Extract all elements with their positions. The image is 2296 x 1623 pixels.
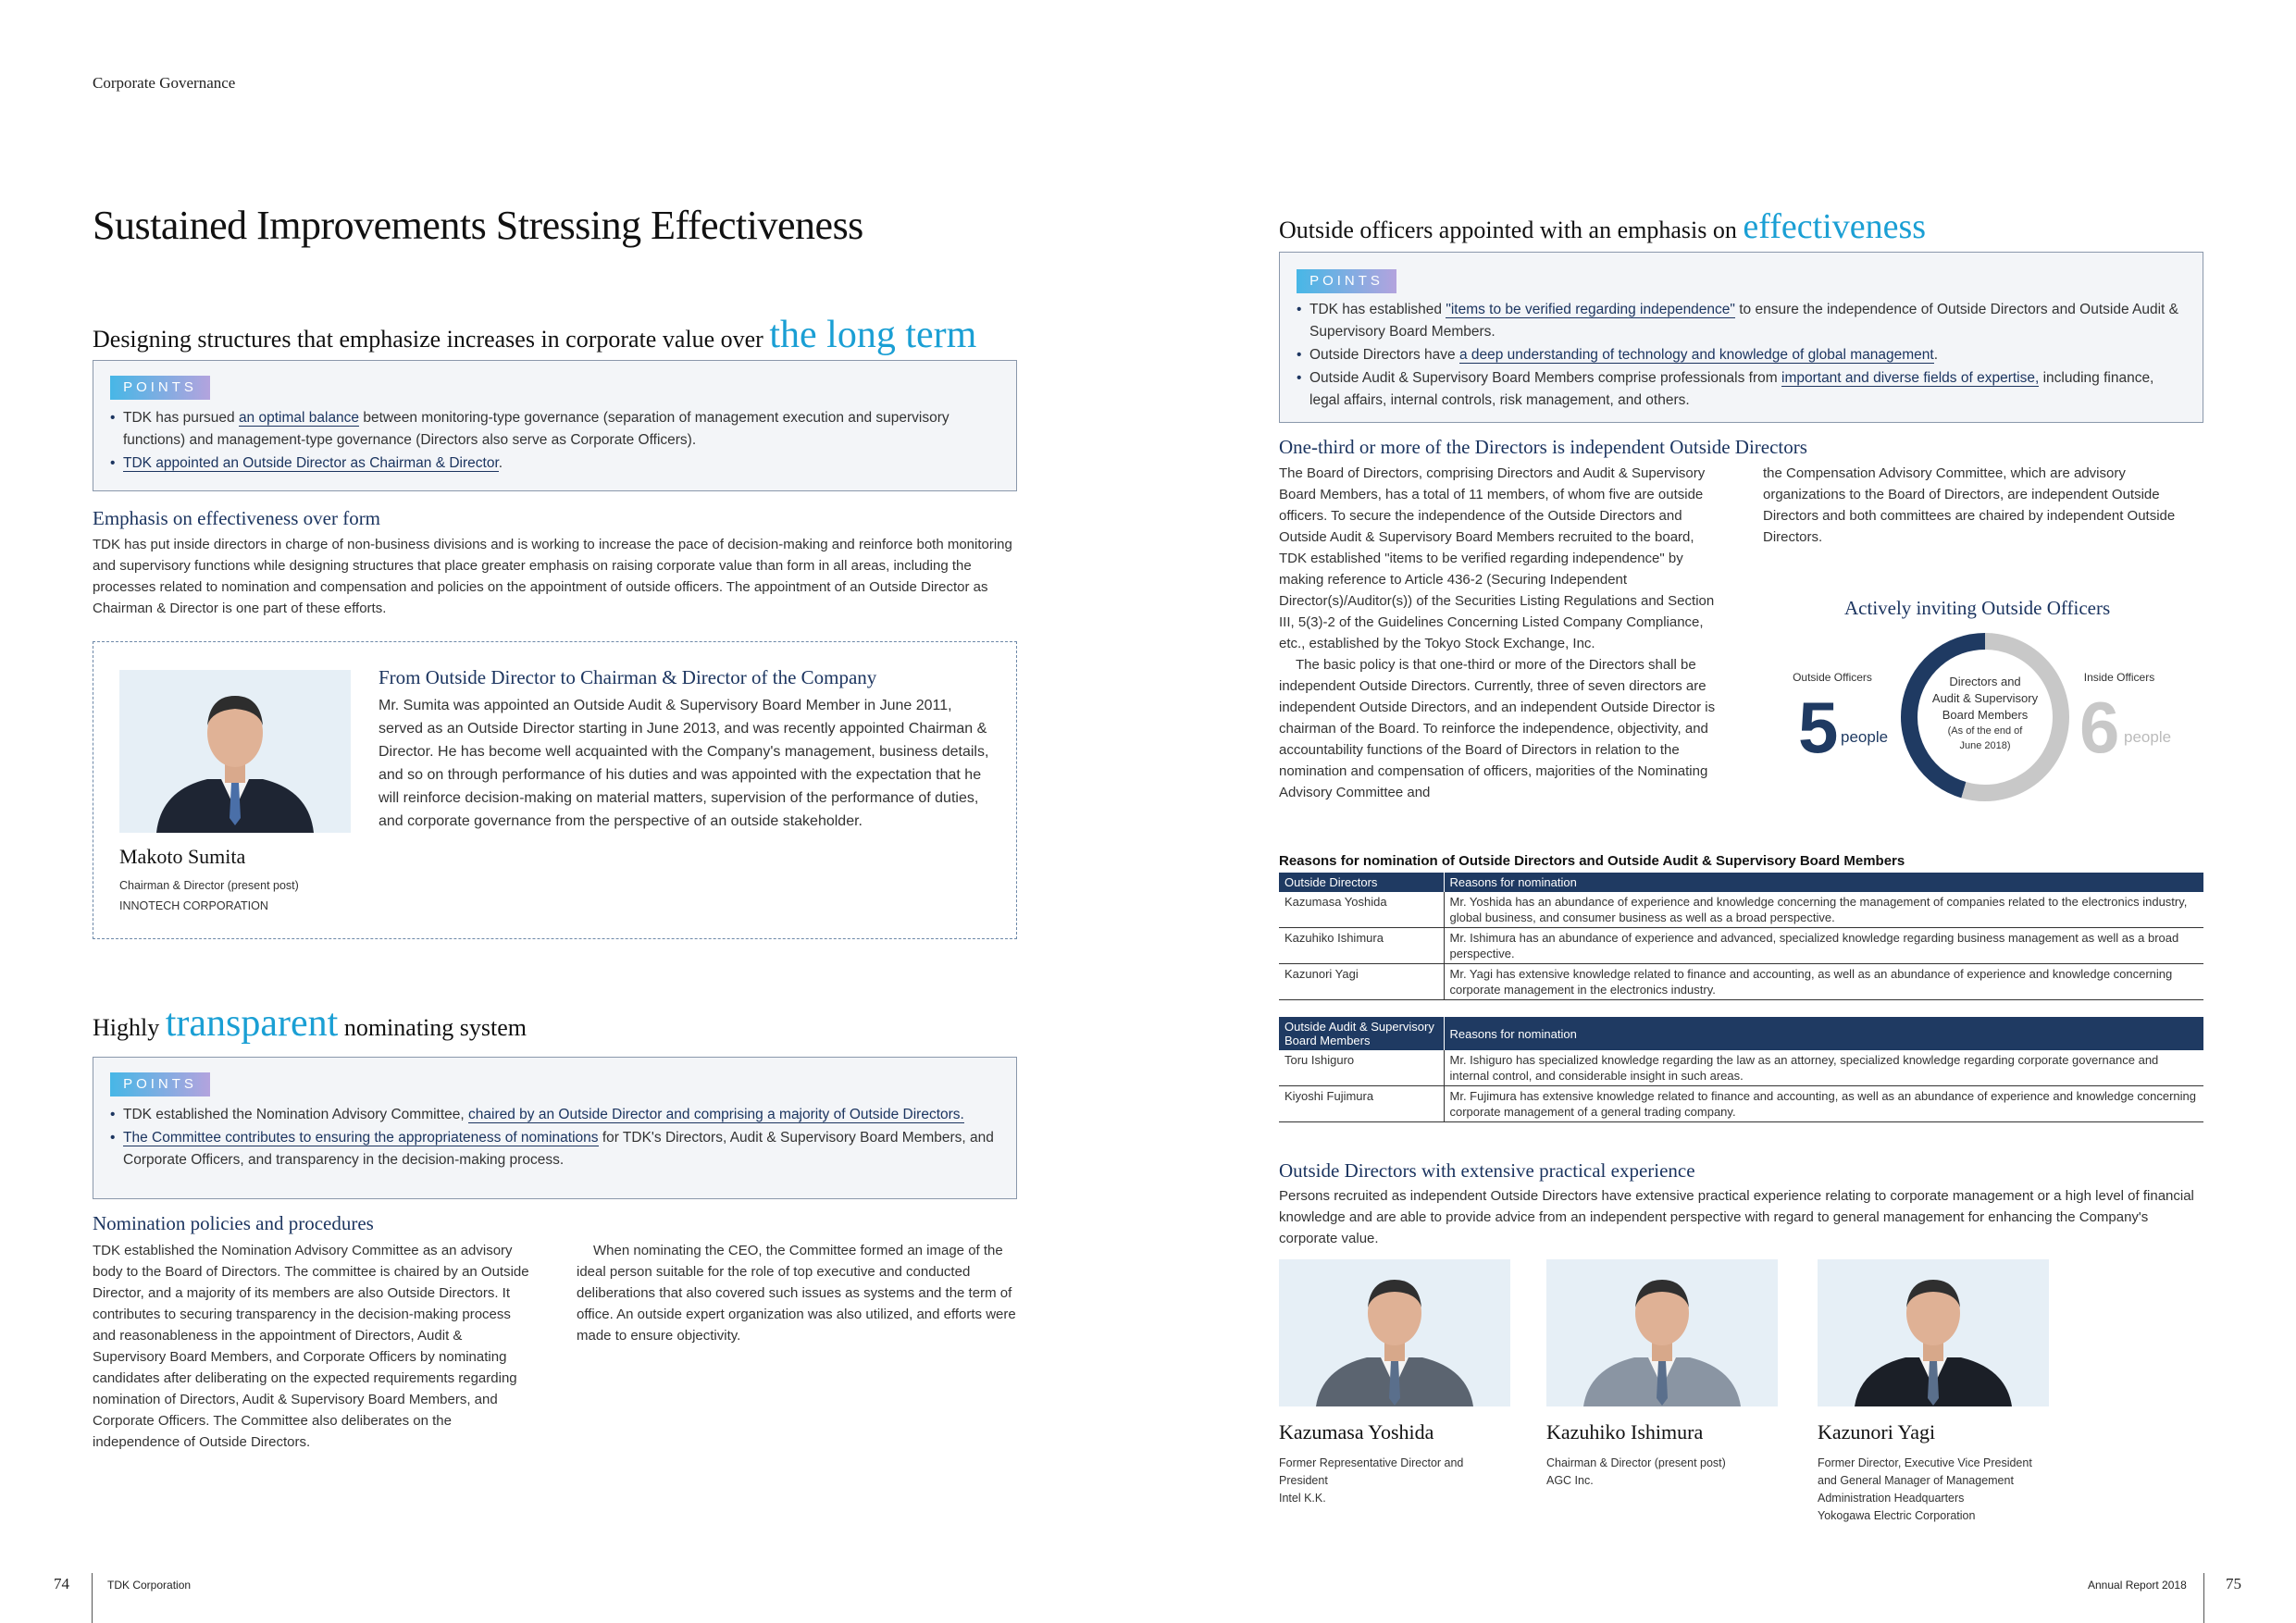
reason-cell: Mr. Yoshida has an abundance of experience and knowledge concerning the management of companies related to the electronics industry, global business, and consumer business as well as a broad perspective. — [1444, 892, 2203, 928]
page-number-left: 74 — [54, 1575, 69, 1592]
outside-auditors-table — [1279, 1017, 2203, 1122]
person-portrait-icon — [119, 670, 351, 833]
outside-directors-table — [1279, 873, 2203, 1000]
reason-cell: Mr. Fujimura has extensive knowledge related to finance and accounting, as well as an abundance of experience and knowledge concerning corporate management of a general trading company. — [1444, 1086, 2203, 1122]
points-box-2 — [93, 1057, 1017, 1199]
page-title: Sustained Improvements Stressing Effectiveness — [93, 203, 863, 248]
paragraph: The basic policy is that one-third or more of the Directors shall be independent Outside Directors. Currently, three of seven directors are independent Outside Directors, and an independent Outside Director is chairman of the Board. To reinforce the independence, objectivity, and accountability functions of the Board of Directors in relation to the nomination and compensation of officers, majorities of the Nominating Advisory Committee and — [1279, 657, 1716, 800]
point-item: • TDK established the Nomination Advisory Committee, chaired by an Outside Director and comprising a majority of Outside Directors. — [110, 1104, 999, 1126]
heading-text: nominating system — [343, 1014, 527, 1041]
points-tag: POINTS — [110, 1072, 210, 1096]
footer-report: Annual Report 2018 — [2088, 1579, 2187, 1592]
director-detail: President — [1279, 1474, 1328, 1487]
point-item: • Outside Directors have a deep understanding of technology and knowledge of global management. — [1297, 344, 2186, 366]
outside-officers-value: 5 — [1798, 687, 1839, 768]
director-photo — [1279, 1259, 1510, 1406]
heading-text: Outside officers appointed with an emphasis on — [1279, 217, 1737, 243]
director-detail: AGC Inc. — [1546, 1474, 1594, 1487]
director-photo — [1818, 1259, 2049, 1406]
director-name-cell: Toru Ishiguro — [1279, 1050, 1444, 1086]
reason-cell: Mr. Ishiguro has specialized knowledge regarding the law as an attorney, specialized knowledge regarding corporate governance and internal control, and considerable insight in such areas. — [1444, 1050, 2203, 1086]
person-organization: INNOTECH CORPORATION — [119, 899, 268, 912]
points-list — [110, 407, 999, 476]
outside-officers-label: Outside Officers — [1793, 671, 1872, 684]
officer-donut-chart — [1781, 625, 2189, 810]
director-detail: Yokogawa Electric Corporation — [1818, 1509, 1976, 1522]
footer-company: TDK Corporation — [107, 1579, 192, 1592]
table-row — [1279, 1086, 2203, 1122]
table-header-row — [1279, 1017, 2203, 1050]
body-column-2: When nominating the CEO, the Committee formed an image of the ideal person suitable for the role of top executive and conducted deliberations that also covered such issues as systems and the term of office. An outside expert organization was also utilized, and efforts were made to ensure objectivity. — [577, 1243, 1016, 1344]
person-name: Makoto Sumita — [119, 845, 246, 868]
sub-heading-effectiveness: Emphasis on effectiveness over form — [93, 507, 381, 529]
body-column-1 — [1279, 463, 1719, 803]
inside-officers-label: Inside Officers — [2083, 671, 2155, 684]
director-detail: Chairman & Director (present post) — [1546, 1456, 1726, 1469]
section-label: Corporate Governance — [93, 74, 236, 92]
reason-cell: Mr. Ishimura has an abundance of experience and advanced, specialized knowledge regarding business management as well as a broad perspective. — [1444, 928, 2203, 964]
points-box-1 — [93, 360, 1017, 491]
director-detail: Former Representative Director and — [1279, 1456, 1464, 1469]
table-row — [1279, 964, 2203, 1000]
body-column-1: TDK established the Nomination Advisory Committee as an advisory body to the Board of Directors. The committee is chaired by an Outside Director, and a majority of its members are also Outside Directors. It contributes to securing transparency in the decision-making process and reasonableness in the appointment of Directors, Audit & Supervisory Board Members, and Corporate Officers by nominating candidates after deliberating on the expected requirements regarding nomination of Directors, Audit & Supervisory Board Members, and Corporate Officers. The Committee also deliberates on the independence of Outside Directors. — [93, 1243, 529, 1450]
nomination-table-auditors — [1279, 1017, 2203, 1122]
sub-heading-practical-experience: Outside Directors with extensive practical experience — [1279, 1159, 1695, 1182]
page-number-right: 75 — [2226, 1575, 2241, 1592]
person-portrait-icon — [1279, 1259, 1510, 1406]
table-title: Reasons for nomination of Outside Directors and Outside Audit & Supervisory Board Members — [1279, 853, 1905, 869]
body-text: Persons recruited as independent Outside Directors have extensive practical experience relating to corporate management or a high level of financial knowledge and are able to provide advice from an independent perspective with regard to general management for enhancing the Company's corporate value. — [1279, 1188, 2194, 1246]
section-heading-long-term — [93, 313, 976, 357]
table-header: Outside Directors — [1279, 873, 1444, 892]
inside-officers-unit: people — [2124, 728, 2172, 746]
quote-body: Mr. Sumita was appointed an Outside Audit & Supervisory Board Member in June 2011, served as an Outside Director starting in June 2013, and was recently appointed Chairman & Director. He has become well acquainted with the Company's management, business details, and so on through performance of his duties and was appointed with the expectation that he will reinforce decision-making on material matters, supervision of the performance of duties, and corporate governance from the perspective of an outside stakeholder. — [379, 698, 989, 829]
director-name-cell: Kazuhiko Ishimura — [1279, 928, 1444, 964]
points-tag: POINTS — [110, 376, 210, 400]
table-row — [1279, 928, 2203, 964]
heading-highlight: the long term — [769, 314, 977, 356]
table-header: Reasons for nomination — [1444, 1017, 2203, 1050]
heading-highlight: transparent — [165, 1002, 339, 1045]
section-heading-transparent — [93, 1001, 527, 1046]
footer-divider — [2203, 1573, 2204, 1623]
table-header-row — [1279, 873, 2203, 892]
heading-highlight: effectiveness — [1743, 207, 1927, 246]
director-name-cell: Kazunori Yagi — [1279, 964, 1444, 1000]
quote-heading: From Outside Director to Chairman & Director of the Company — [379, 666, 877, 688]
sub-heading-nomination: Nomination policies and procedures — [93, 1212, 374, 1234]
inside-officers-value: 6 — [2079, 687, 2120, 768]
points-list — [1297, 299, 2186, 413]
director-name: Kazuhiko Ishimura — [1546, 1420, 1704, 1443]
director-name-cell: Kazumasa Yoshida — [1279, 892, 1444, 928]
chart-center-label: Directors and Audit & Supervisory Board Members (As of the end of June 2018) — [1931, 675, 2039, 751]
director-detail: Administration Headquarters — [1818, 1492, 1965, 1505]
heading-text: Designing structures that emphasize increases in corporate value over — [93, 326, 763, 353]
table-header: Reasons for nomination — [1444, 873, 2203, 892]
director-detail: Intel K.K. — [1279, 1492, 1326, 1505]
director-detail: and General Manager of Management — [1818, 1474, 2014, 1487]
director-name-cell: Kiyoshi Fujimura — [1279, 1086, 1444, 1122]
section-heading-effectiveness — [1279, 206, 1926, 247]
chairman-profile-box — [93, 641, 1017, 939]
table-row — [1279, 892, 2203, 928]
point-item: • TDK has pursued an optimal balance between monitoring-type governance (separation of management execution and supervisory functions) and management-type governance (Directors also serve as Corporate Officers). — [110, 407, 999, 452]
sub-heading-independent: One-third or more of the Directors is independent Outside Directors — [1279, 436, 1807, 458]
person-role: Chairman & Director (present post) — [119, 879, 299, 892]
table-row — [1279, 1050, 2203, 1086]
body-text: TDK has put inside directors in charge of non-business divisions and is working to increase the pace of decision-making and reinforce both monitoring and supervisory functions while designing structures that place greater emphasis on raising corporate value than form in all areas, including the processes related to nomination and compensation and policies on the appointment of outside officers. The appointment of an Outside Director as Chairman & Director is one part of these efforts. — [93, 537, 1012, 616]
paragraph: The Board of Directors, comprising Directors and Audit & Supervisory Board Members, has a total of 11 members, of whom five are outside officers. To secure the independence of the Outside Directors and Outside Audit & Supervisory Board Members recruited to the board, TDK established "items to be verified regarding independence" by making reference to Article 436-2 (Securing Independent Director(s)/Auditor(s)) of the Securities Listing Regulations and Section III, 5(3)-2 of the Guidelines Concerning Listed Company Compliance, etc., established by the Tokyo Stock Exchange, Inc. — [1279, 465, 1715, 651]
body-column-2: the Compensation Advisory Committee, which are advisory organizations to the Board of Directors, are independent Outside Directors and both committees are chaired by independent Outside Directors. — [1763, 465, 2176, 545]
person-portrait-icon — [1818, 1259, 2049, 1406]
portrait-photo — [119, 670, 351, 833]
reason-cell: Mr. Yagi has extensive knowledge related to finance and accounting, as well as an abundance of experience and knowledge concerning corporate management in the electronics industry. — [1444, 964, 2203, 1000]
footer-divider — [92, 1573, 93, 1623]
chart-title: Actively inviting Outside Officers — [1844, 597, 2111, 619]
director-name: Kazunori Yagi — [1818, 1420, 1936, 1443]
outside-officers-unit: people — [1841, 728, 1889, 746]
points-box-3 — [1279, 252, 2203, 423]
point-item: • The Committee contributes to ensuring the appropriateness of nominations for TDK's Directors, Audit & Supervisory Board Members, and Corporate Officers, and transparency in the decision-making process. — [110, 1127, 999, 1171]
person-portrait-icon — [1546, 1259, 1778, 1406]
director-photo — [1546, 1259, 1778, 1406]
points-tag: POINTS — [1297, 269, 1396, 293]
points-list — [110, 1104, 999, 1172]
director-name: Kazumasa Yoshida — [1279, 1420, 1434, 1443]
point-item: • TDK has established "items to be verified regarding independence" to ensure the independence of Outside Directors and Outside Audit & Supervisory Board Members. — [1297, 299, 2186, 343]
point-item: • Outside Audit & Supervisory Board Members comprise professionals from important and diverse fields of expertise, including finance, legal affairs, internal controls, risk management, and others. — [1297, 367, 2186, 412]
director-detail: Former Director, Executive Vice President — [1818, 1456, 2032, 1469]
heading-text: Highly — [93, 1014, 160, 1041]
nomination-table-directors — [1279, 873, 2203, 1000]
table-header: Outside Audit & Supervisory Board Members — [1279, 1017, 1444, 1050]
point-item: • TDK appointed an Outside Director as Chairman & Director. — [110, 452, 999, 475]
